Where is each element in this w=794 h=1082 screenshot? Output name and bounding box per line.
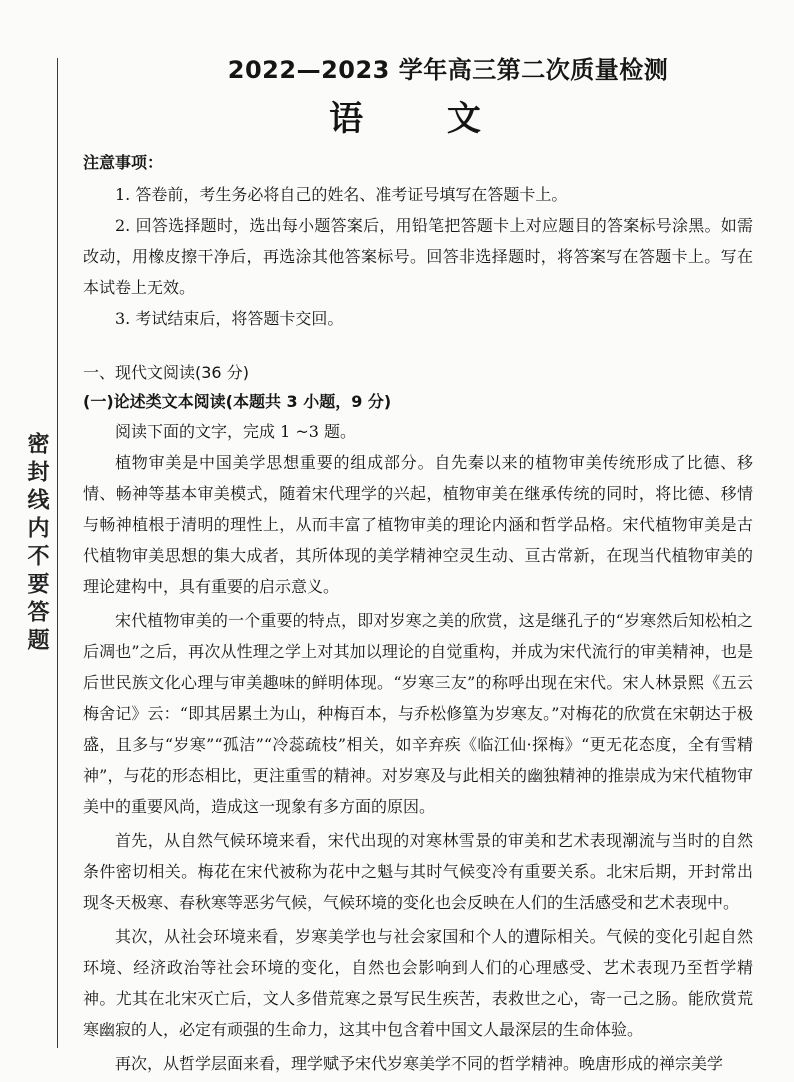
passage-paragraph: 宋代植物审美的一个重要的特点，即对岁寒之美的欣赏，这是继孔子的“岁寒然后知松柏之后凋也”之后，再次从性理之学上对其加以理论的自觉重构，并成为宋代流行的审美精神，也是后世民族文化心理与审美趣味的鲜明体现。“岁寒三友”的称呼出现在宋代。宋人林景熙《五云梅舍记》云：“即其居累土为山，种梅百本，与乔松修篁为岁寒友。”对梅花的欣赏在宋朝达于极盛，且多与“岁寒”“孤洁”“冷蕊疏枝”相关，如辛弃疾《临江仙·探梅》“更无花态度，全有雪精神”，与花的形态相比，更注重雪的精神。对岁寒及与此相关的幽独精神的推崇成为宋代植物审美中的重要风尚，造成这一现象有多方面的原因。 [83, 611, 753, 816]
passage-paragraph: 植物审美是中国美学思想重要的组成部分。自先秦以来的植物审美传统形成了比德、移情、畅神等基本审美模式，随着宋代理学的兴起，植物审美在继承传统的同时，将比德、移情与畅神植根于清明的理性上，从而丰富了植物审美的理论内涵和哲学品格。宋代植物审美是古代植物审美思想的集大成者，其所体现的美学精神空灵生动、亘古常新，在现当代植物审美的理论建构中，具有重要的启示意义。 [83, 453, 753, 596]
notice-heading: 注意事项： [83, 153, 164, 172]
subject-title: 语 文 [329, 99, 517, 139]
notice-item: 3. 考试结束后，将答题卡交回。 [115, 309, 344, 328]
notice-item: 1. 答卷前，考生务必将自己的姓名、准考证号填写在答题卡上。 [115, 185, 568, 204]
passage-paragraph: 其次，从社会环境来看，岁寒美学也与社会家国和个人的遭际相关。气候的变化引起自然环境、经济政治等社会环境的变化，自然也会影响到人们的心理感受、艺术表现乃至哲学精神。尤其在北宋灭亡后，文人多借荒寒之景写民生疾苦，表救世之心，寄一己之肠。能欣赏荒寒幽寂的人，必定有顽强的生命力，这其中包含着中国文人最深层的生命体验。 [83, 927, 753, 1039]
passage-paragraph: 再次，从哲学层面来看，理学赋予宋代岁寒美学不同的哲学精神。晚唐形成的禅宗美学 [115, 1054, 724, 1073]
exam-page [83, 50, 753, 1082]
reading-passage [83, 447, 753, 1079]
notice-item: 2. 回答选择题时，选出每小题答案后，用铅笔把答题卡上对应题目的答案标号涂黑。如需改动，用橡皮擦干净后，再选涂其他答案标号。回答非选择题时，将答案写在答题卡上。写在本试卷上无效。 [83, 216, 753, 297]
exam-title: 2022—2023 学年高三第二次质量检测 [227, 56, 669, 84]
seal-line-notice: 密封线内不要答题 [24, 432, 50, 656]
section-heading: 一、现代文阅读(36 分) [83, 363, 249, 382]
binding-margin-line [57, 58, 58, 1048]
subsection-heading: (一)论述类文本阅读(本题共 3 小题，9 分) [83, 392, 392, 411]
reading-instruction: 阅读下面的文字，完成 1 ~3 题。 [115, 422, 357, 441]
passage-paragraph: 首先，从自然气候环境来看，宋代出现的对寒林雪景的审美和艺术表现潮流与当时的自然条件密切相关。梅花在宋代被称为花中之魁与其时气候变冷有重要关系。北宋后期，开封常出现冬天极寒、春秋寒等恶劣气候，气候环境的变化也会反映在人们的生活感受和艺术表现中。 [83, 831, 753, 912]
